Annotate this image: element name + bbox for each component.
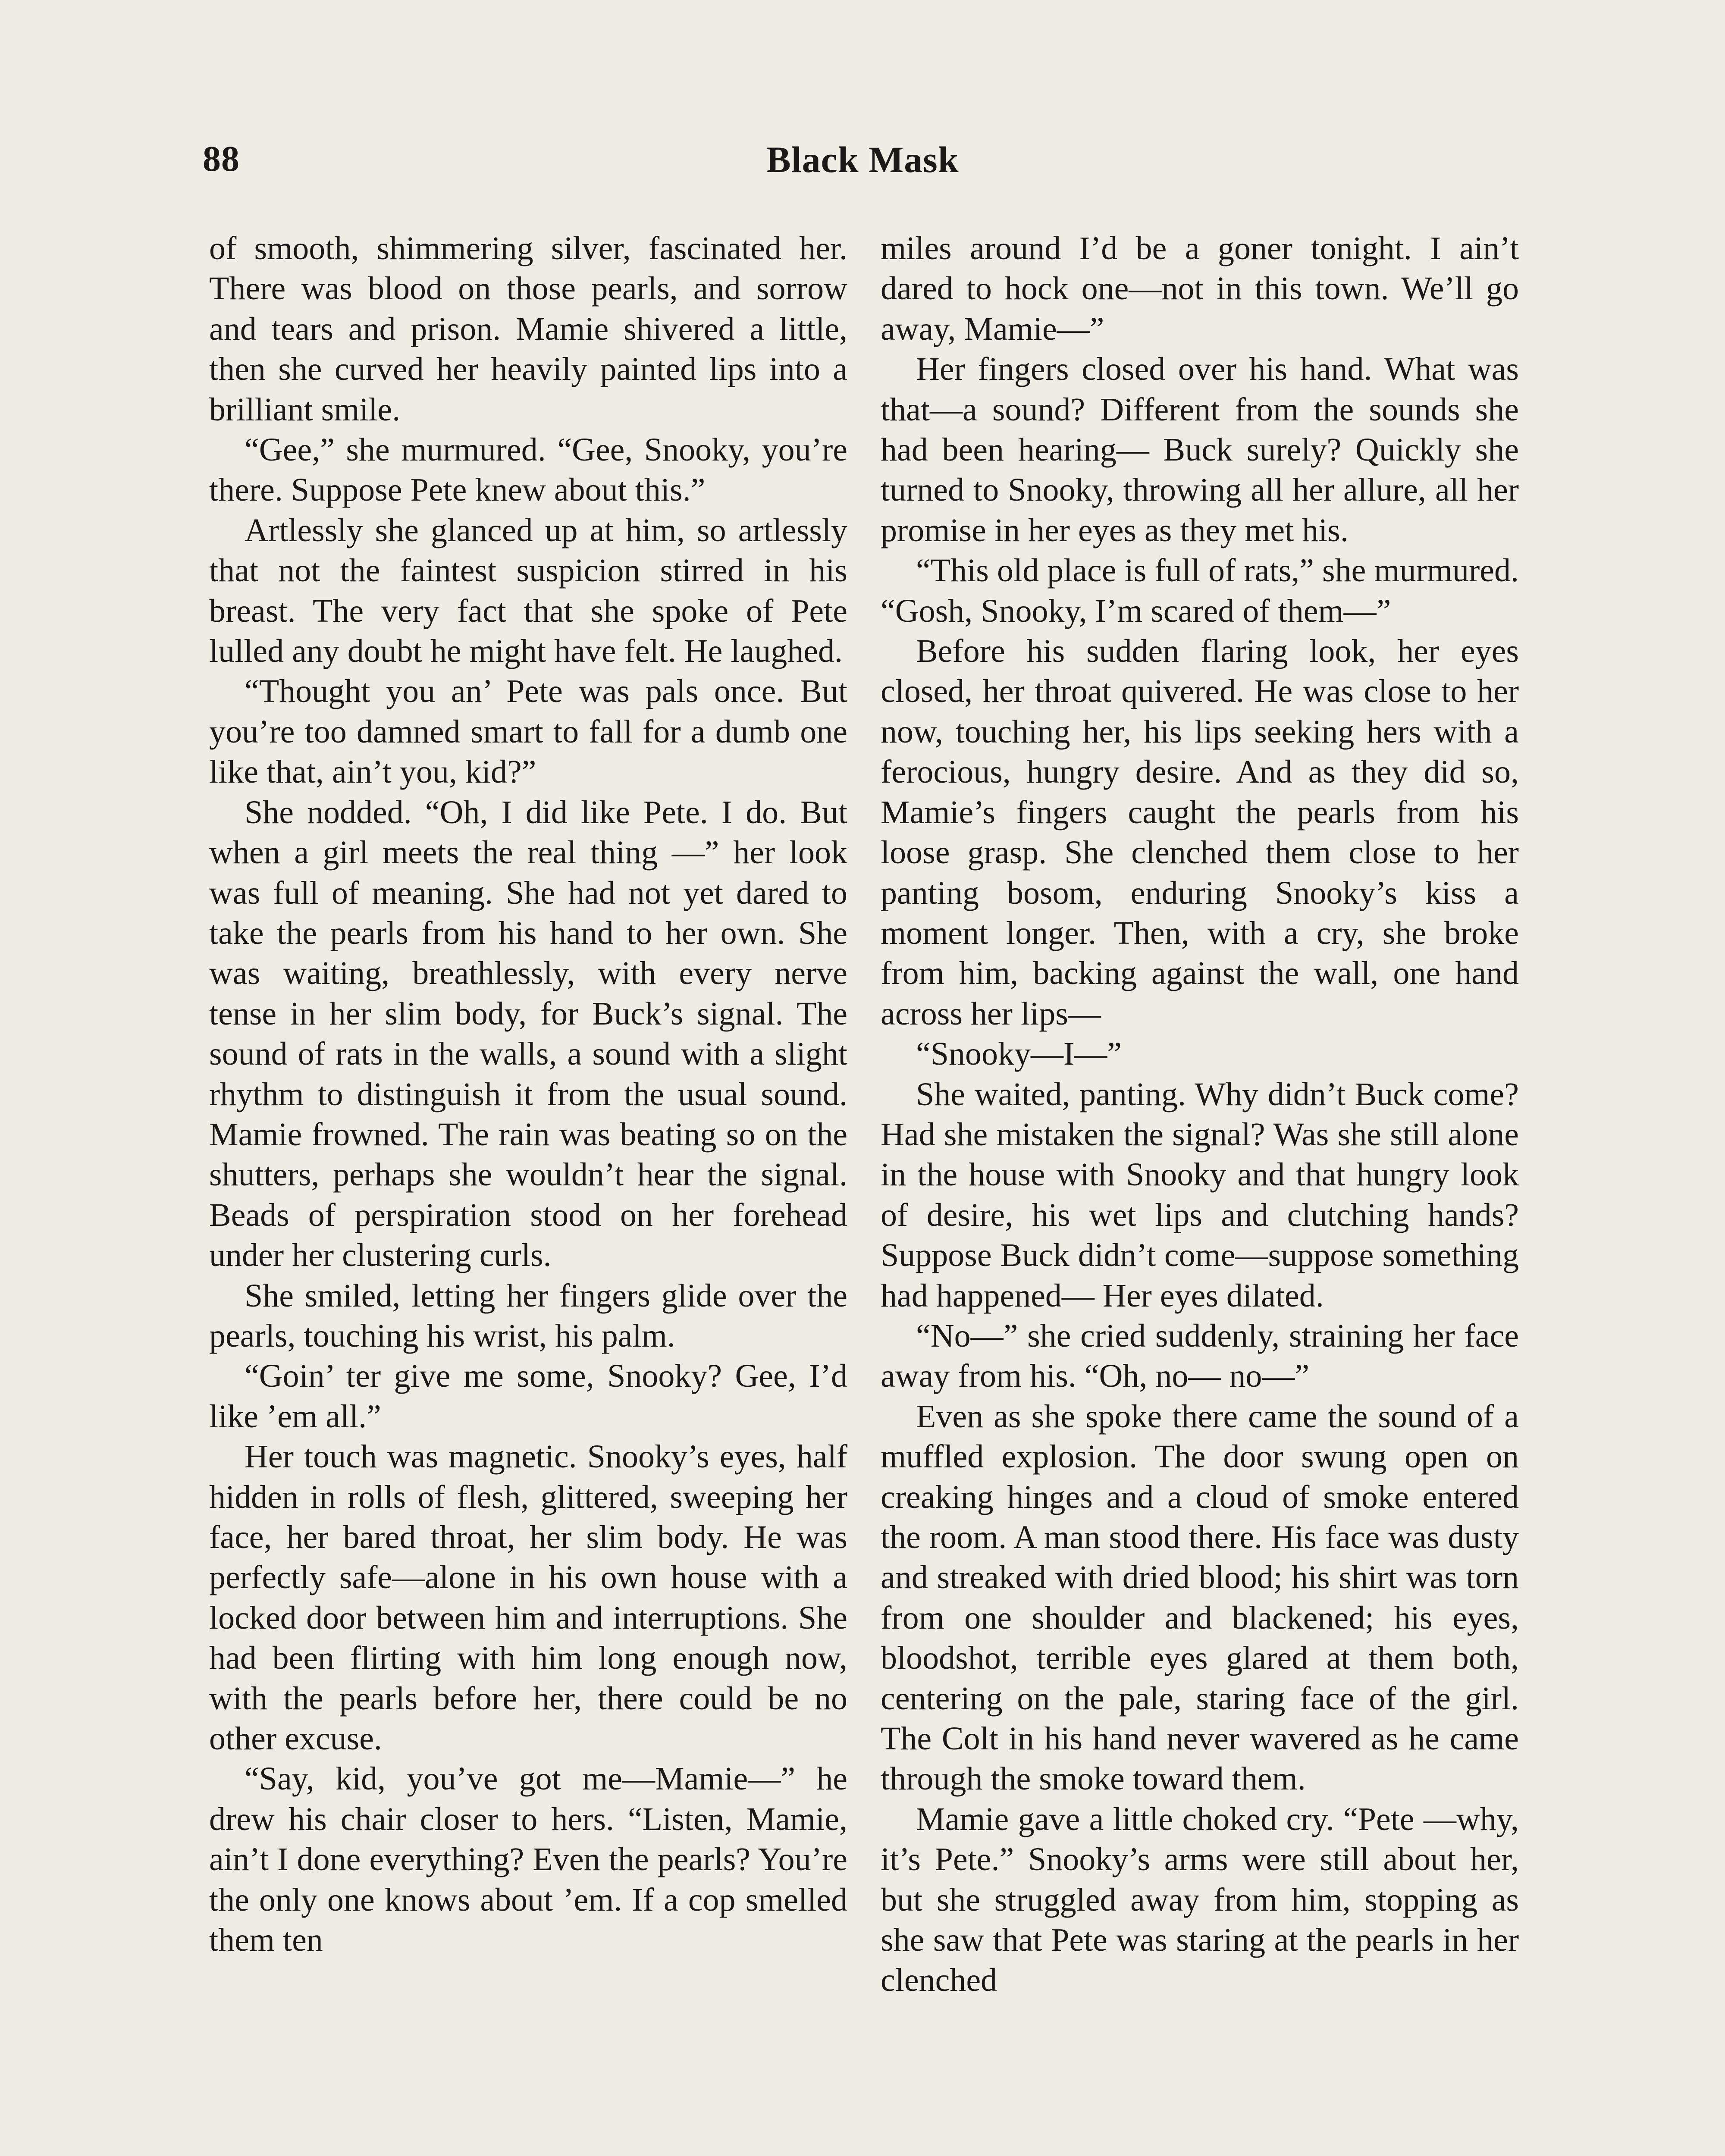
paragraph: She waited, panting. Why didn’t Buck come? Had she mistaken the signal? Was she still alone in the house with Snooky and that hungry look of desire, his wet lips and clutching hands? Suppose Buck didn’t come—suppose something had happened— Her eyes dilated. [881,1076,1519,1314]
page-header [203,138,1522,203]
paragraph: “Say, kid, you’ve got me—Mamie—” he drew his chair closer to hers. “Listen, Mamie, ain’t I done everything? Even the pearls? You’re the only one knows about ’em. If a cop smelled them ten [209,1761,847,1959]
paragraph: She smiled, letting her fingers glide over the pearls, touching his wrist, his palm. [209,1277,847,1354]
paragraph: Her touch was magnetic. Snooky’s eyes, half hidden in rolls of flesh, glittered, sweeping her face, her bared throat, her slim body. He was perfectly safe—alone in his own house with a locked door between him and interruptions. She had been flirting with him long enough now, with the pearls before her, there could be no other excuse. [209,1438,847,1757]
paragraph: “Snooky—I—” [916,1036,1122,1072]
left-text-column [209,229,847,2156]
paragraph: “This old place is full of rats,” she murmured. “Gosh, Snooky, I’m scared of them—” [881,552,1519,629]
paragraph: Her fingers closed over his hand. What was that—a sound? Different from the sounds she had been hearing— Buck surely? Quickly she turned to Snooky, throwing all her allure, all her promise in her eyes as they met his. [881,351,1519,548]
paragraph: “No—” she cried suddenly, straining her face away from his. “Oh, no— no—” [881,1317,1519,1395]
paragraph: She nodded. “Oh, I did like Pete. I do. But when a girl meets the real thing —” her look was full of meaning. She had not yet dared to take the pearls from his hand to her own. She was waiting, breathlessly, with every nerve tense in her slim body, for Buck’s signal. The sound of rats in the walls, a sound with a slight rhythm to distinguish it from the usual sound. Mamie frowned. The rain was beating so on the shutters, perhaps she wouldn’t hear the signal. Beads of perspiration stood on her forehead under her clustering curls. [209,794,847,1274]
paragraph: of smooth, shimmering silver, fascinated her. There was blood on those pearls, and sorrow and tears and prison. Mamie shivered a little, then she curved her heavily painted lips into a brilliant smile. [209,230,847,428]
paragraph: Mamie gave a little choked cry. “Pete —why, it’s Pete.” Snooky’s arms were still about her, but she struggled away from him, stopping as she saw that Pete was staring at the pearls in her clenched [881,1801,1519,1999]
paragraph: miles around I’d be a goner tonight. I ain’t dared to hock one—not in this town. We’ll go away, Mamie—” [881,230,1519,347]
paragraph: Artlessly she glanced up at him, so artlessly that not the faintest suspicion stirred in his breast. The very fact that she spoke of Pete lulled any doubt he might have felt. He laughed. [209,512,847,670]
paragraph: “Thought you an’ Pete was pals once. But you’re too damned smart to fall for a dumb one like that, ain’t you, kid?” [209,673,847,790]
page-number: 88 [203,139,240,179]
paragraph: “Goin’ ter give me some, Snooky? Gee, I’d like ’em all.” [209,1358,847,1435]
paragraph: Even as she spoke there came the sound of a muffled explosion. The door swung open on creaking hinges and a cloud of smoke entered the room. A man stood there. His face was dusty and streaked with dried blood; his shirt was torn from one shoulder and blackened; his eyes, bloodshot, terrible eyes glared at them both, centering on the pale, staring face of the girl. The Colt in his hand never wavered as he came through the smoke toward them. [881,1398,1519,1797]
paragraph: “Gee,” she murmured. “Gee, Snooky, you’re there. Suppose Pete knew about this.” [209,432,847,508]
paragraph: Before his sudden flaring look, her eyes closed, her throat quivered. He was close to her now, touching her, his lips seeking hers with a ferocious, hungry desire. And as they did so, Mamie’s fingers caught the pearls from his loose grasp. She clenched them close to her panting bosom, enduring Snooky’s kiss a moment longer. Then, with a cry, she broke from him, backing against the wall, one hand across her lips— [881,633,1519,1032]
running-title: Black Mask [766,139,959,180]
right-text-column [881,229,1519,2156]
